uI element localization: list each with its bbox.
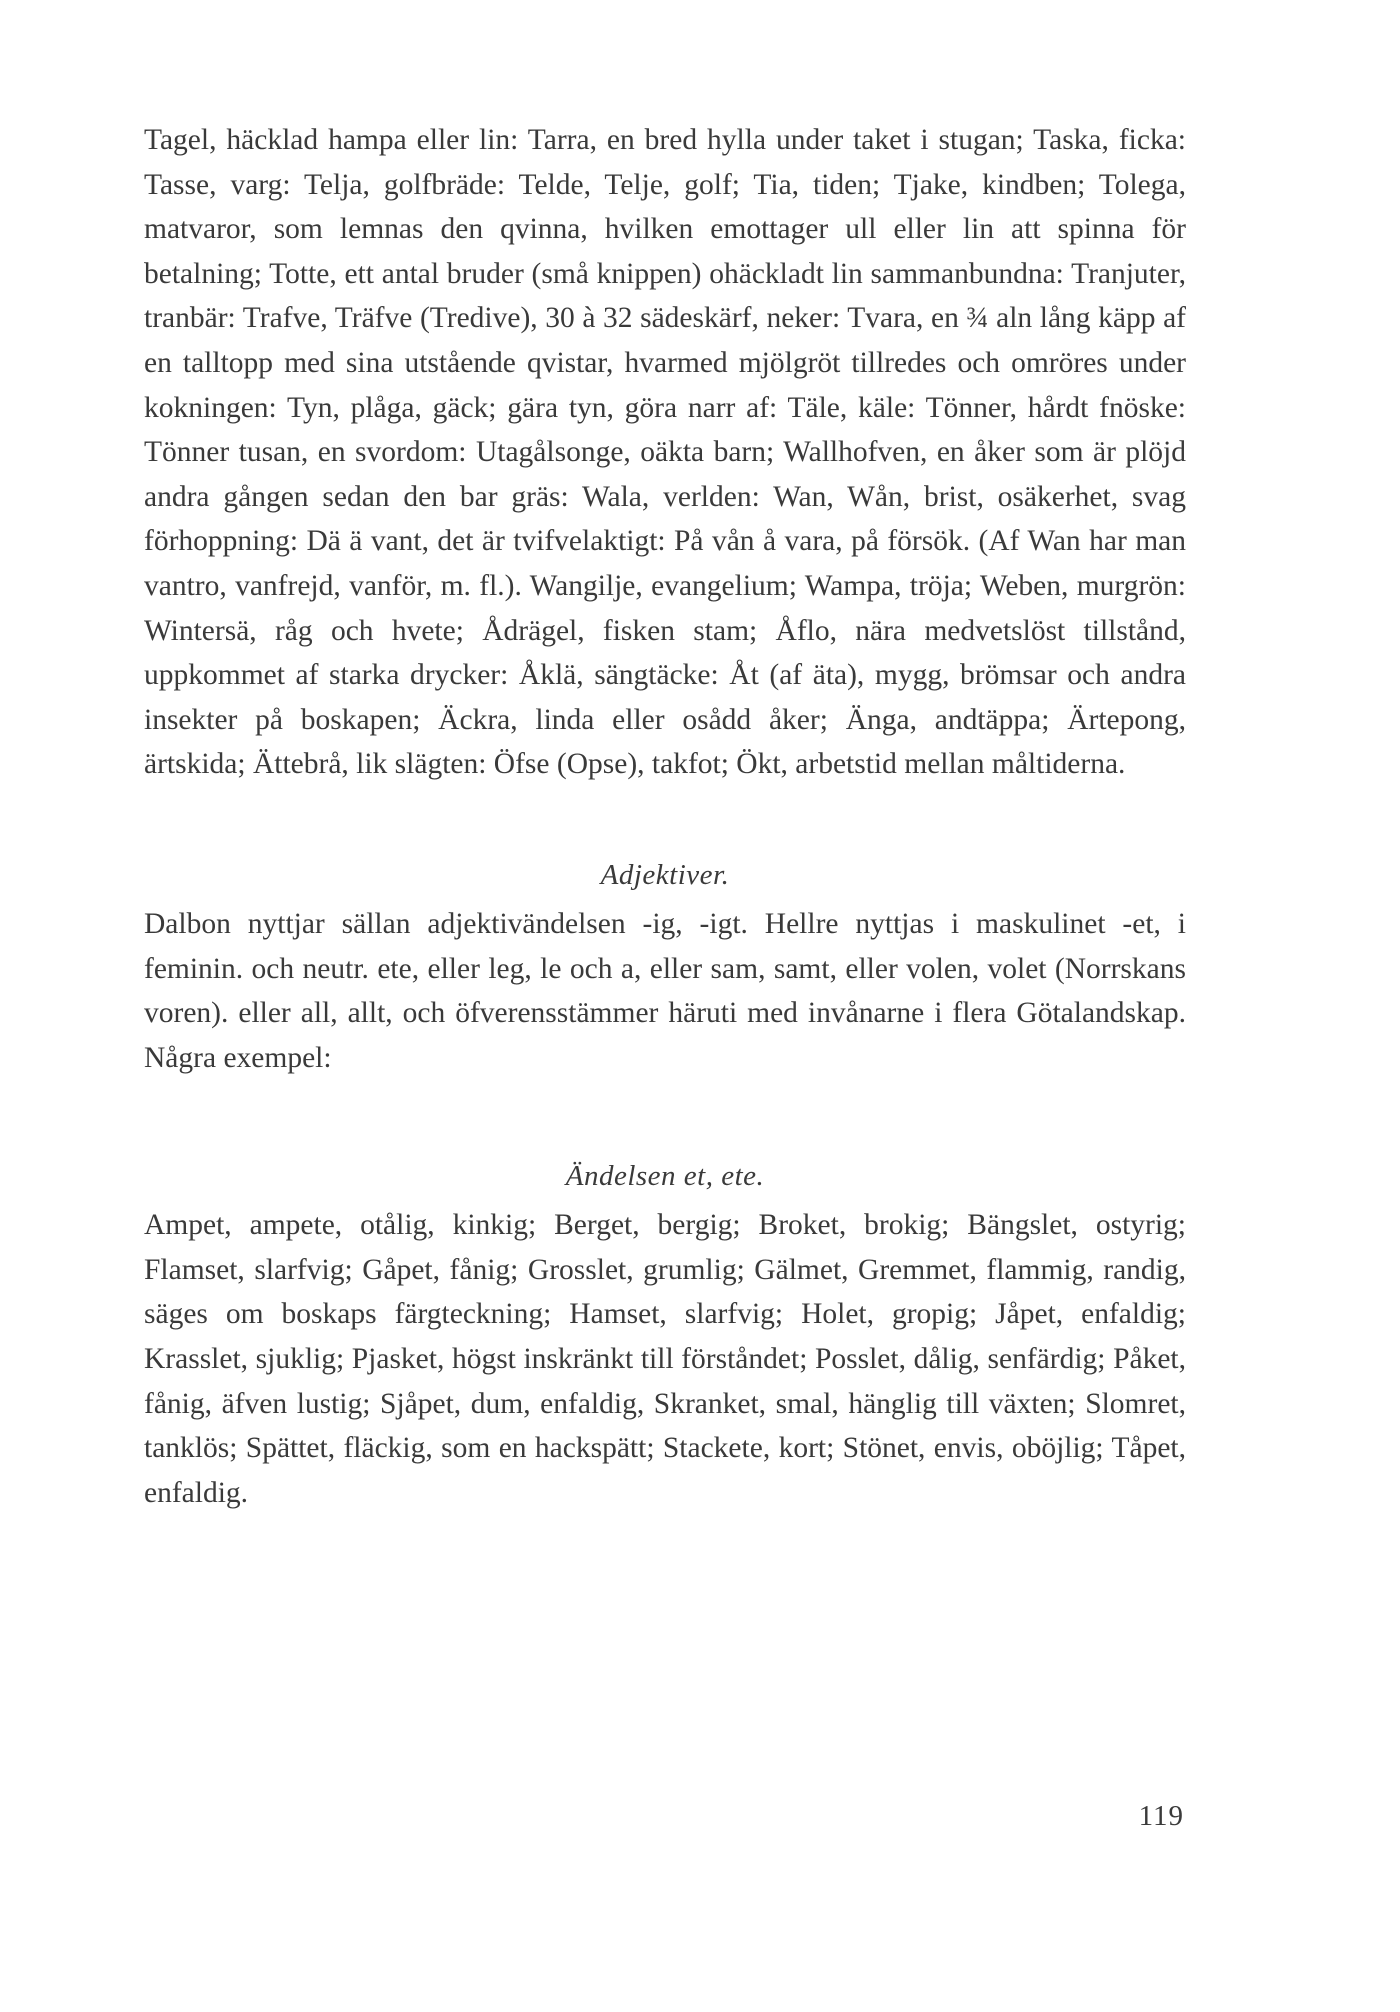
section-heading-adjektiver: Adjektiver. [600,858,730,891]
paragraph-vocabulary: Tagel, häcklad hampa eller lin: Tarra, en bred hylla under taket i stugan; Taska, ficka: Tasse, varg: Telja, golfbräde: Telde, Telje, golf; Tia, tiden; Tjake, kindben; Tolega, matvaror, som lemnas den qvinna, hvilken emottager ull eller lin att spinna för betalning; Totte, ett antal bruder (små knippen) ohäckladt lin sammanbundna: Tranjuter, tranbär: Trafve, Träfve (Tredive), 30 à 32 sädeskärf, neker: Tvara, en ¾ aln lång käpp af en talltopp med sina utstående qvistar, hvarmed mjölgröt tillredes och omröres under kokningen: Tyn, plåga, gäck; gära tyn, göra narr af: Täle, käle: Tönner, hårdt fnöske: Tönner tusan, en svordom: Utagålsonge, oäkta barn; Wallhofven, en åker som är plöjd andra gången sedan den bar gräs: Wala, verlden: Wan, Wån, brist, osäkerhet, svag förhoppning: Dä ä vant, det är tvifvelaktigt: På vån å vara, på försök. (Af Wan har man vantro, vanfrejd, vanför, m. fl.). Wangilje, evangelium; Wampa, tröja; Weben, murgrön: Wintersä, råg och hvete; Ådrägel, fisken stam; Åflo, nära medvetslöst tillstånd, uppkommet af starka drycker: Åklä, sängtäcke: Åt (af äta), mygg, brömsar och andra insekter på boskapen; Äckra, linda eller osådd åker; Änga, andtäppa; Ärtepong, ärtskida; Ättebrå, lik slägten: Öfse (Opse), takfot; Ökt, arbetstid mellan måltiderna. [144,124,1186,781]
section-heading-andelsen: Ändelsen et, ete. [565,1160,765,1193]
page-number: 119 [1138,1800,1184,1832]
paragraph-adjektiver: Dalbon nyttjar sällan adjektivändelsen -ig, -igt. Hellre nyttjas i maskulinet -et, i feminin. och neutr. ete, eller leg, le och a, eller sam, samt, eller volen, volet (Norrskans voren). eller all, allt, och öfverensstämmer häruti med invånarne i flera Götalandskap. Några exempel: [144,907,1186,1074]
page-body [144,118,1186,1515]
paragraph-andelsen-examples: Ampet, ampete, otålig, kinkig; Berget, bergig; Broket, brokig; Bängslet, ostyrig; Flamset, slarfvig; Gåpet, fånig; Grosslet, grumlig; Gälmet, Gremmet, flammig, randig, säges om boskaps färgteckning; Hamset, slarfvig; Holet, gropig; Jåpet, enfaldig; Krasslet, sjuklig; Pjasket, högst inskränkt till förståndet; Posslet, dålig, senfärdig; Påket, fånig, äfven lustig; Sjåpet, dum, enfaldig, Skranket, smal, hänglig till växten; Slomret, tanklös; Spättet, fläckig, som en hackspätt; Stackete, kort; Stönet, envis, oböjlig; Tåpet, enfaldig. [144,1209,1186,1509]
